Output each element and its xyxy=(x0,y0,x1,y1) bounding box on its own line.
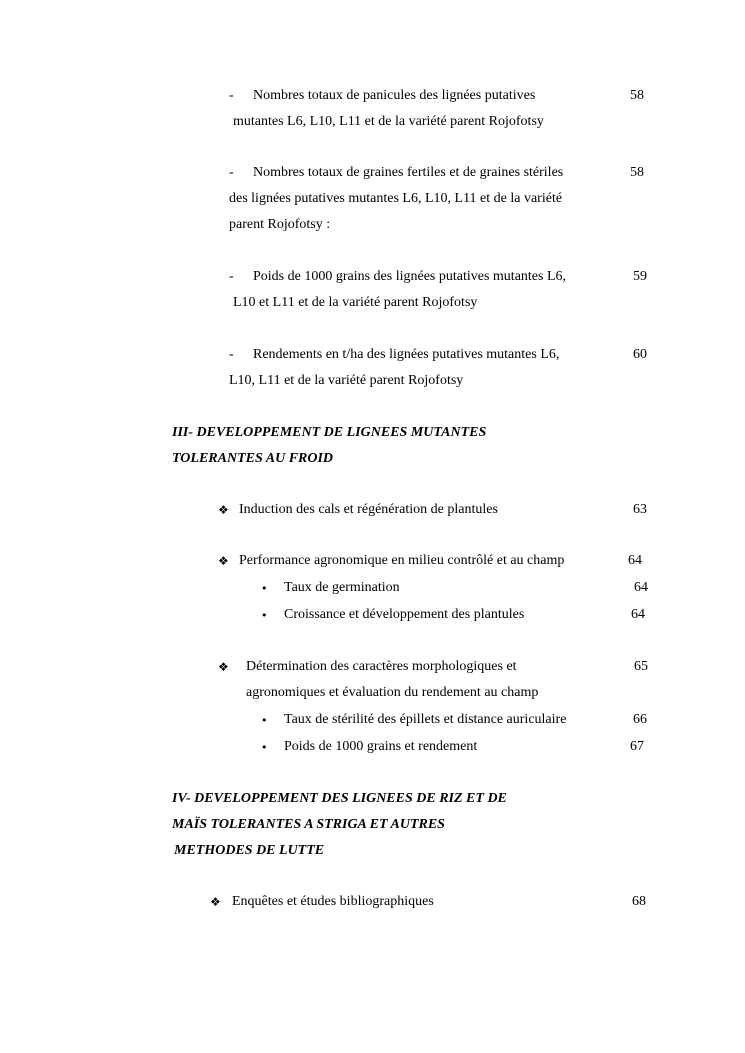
toc-entry-text: Induction des cals et régénération de plantules xyxy=(239,502,498,517)
page-number: 67 xyxy=(630,739,644,754)
toc-entry-text: des lignées putatives mutantes L6, L10, L11 et de la variété xyxy=(229,191,563,206)
toc-entry-text: Taux de germination xyxy=(284,580,400,595)
diamond-bullet-icon: ❖ xyxy=(218,503,229,517)
section-heading: III- DEVELOPPEMENT DE LIGNEES MUTANTES xyxy=(172,425,487,440)
toc-entry-text: agronomiques et évaluation du rendement au champ xyxy=(246,685,539,700)
bullet-dot-icon: • xyxy=(261,714,268,727)
dash-marker: - xyxy=(229,347,234,362)
toc-entry-text: L10 et L11 et de la variété parent Rojofotsy xyxy=(233,295,478,310)
bullet-dot-icon: • xyxy=(261,582,268,595)
toc-entry-text: parent Rojofotsy : xyxy=(229,217,331,232)
page-number: 66 xyxy=(633,712,647,727)
toc-entry-text: Nombres totaux de graines fertiles et de graines stériles xyxy=(253,165,564,180)
dash-marker: - xyxy=(229,88,234,103)
toc-entry-text: Croissance et développement des plantules xyxy=(284,607,525,622)
toc-entry-text: Rendements en t/ha des lignées putatives mutantes L6, xyxy=(253,347,560,362)
page-number: 59 xyxy=(633,269,647,284)
section-heading: METHODES DE LUTTE xyxy=(174,843,325,858)
page-number: 64 xyxy=(628,553,642,568)
toc-entry-text: Enquêtes et études bibliographiques xyxy=(232,894,434,909)
bullet-dot-icon: • xyxy=(261,741,268,754)
toc-entry-text: L10, L11 et de la variété parent Rojofotsy xyxy=(229,373,464,388)
dash-marker: - xyxy=(229,165,234,180)
toc-entry-text: Détermination des caractères morphologiques et xyxy=(246,659,517,674)
page-number: 68 xyxy=(632,894,646,909)
toc-entry-text: Taux de stérilité des épillets et distance auriculaire xyxy=(284,712,567,727)
page-number: 63 xyxy=(633,502,647,517)
diamond-bullet-icon: ❖ xyxy=(218,660,229,674)
diamond-bullet-icon: ❖ xyxy=(210,895,221,909)
page-number: 58 xyxy=(630,165,644,180)
section-heading: TOLERANTES AU FROID xyxy=(172,451,334,466)
page-number: 64 xyxy=(634,580,648,595)
bullet-dot-icon: • xyxy=(261,609,268,622)
page-number: 60 xyxy=(633,347,647,362)
toc-entry-text: Performance agronomique en milieu contrôlé et au champ xyxy=(239,553,565,568)
page-number: 58 xyxy=(630,88,644,103)
diamond-bullet-icon: ❖ xyxy=(218,554,229,568)
dash-marker: - xyxy=(229,269,234,284)
toc-entry-text: mutantes L6, L10, L11 et de la variété parent Rojofotsy xyxy=(233,114,544,129)
page-number: 64 xyxy=(631,607,645,622)
page-number: 65 xyxy=(634,659,648,674)
section-heading: IV- DEVELOPPEMENT DES LIGNEES DE RIZ ET DE xyxy=(172,791,507,806)
section-heading: MAÏS TOLERANTES A STRIGA ET AUTRES xyxy=(172,817,445,832)
toc-entry-text: Poids de 1000 grains et rendement xyxy=(284,739,478,754)
toc-entry-text: Nombres totaux de panicules des lignées putatives xyxy=(253,88,536,103)
toc-entry-text: Poids de 1000 grains des lignées putatives mutantes L6, xyxy=(253,269,567,284)
